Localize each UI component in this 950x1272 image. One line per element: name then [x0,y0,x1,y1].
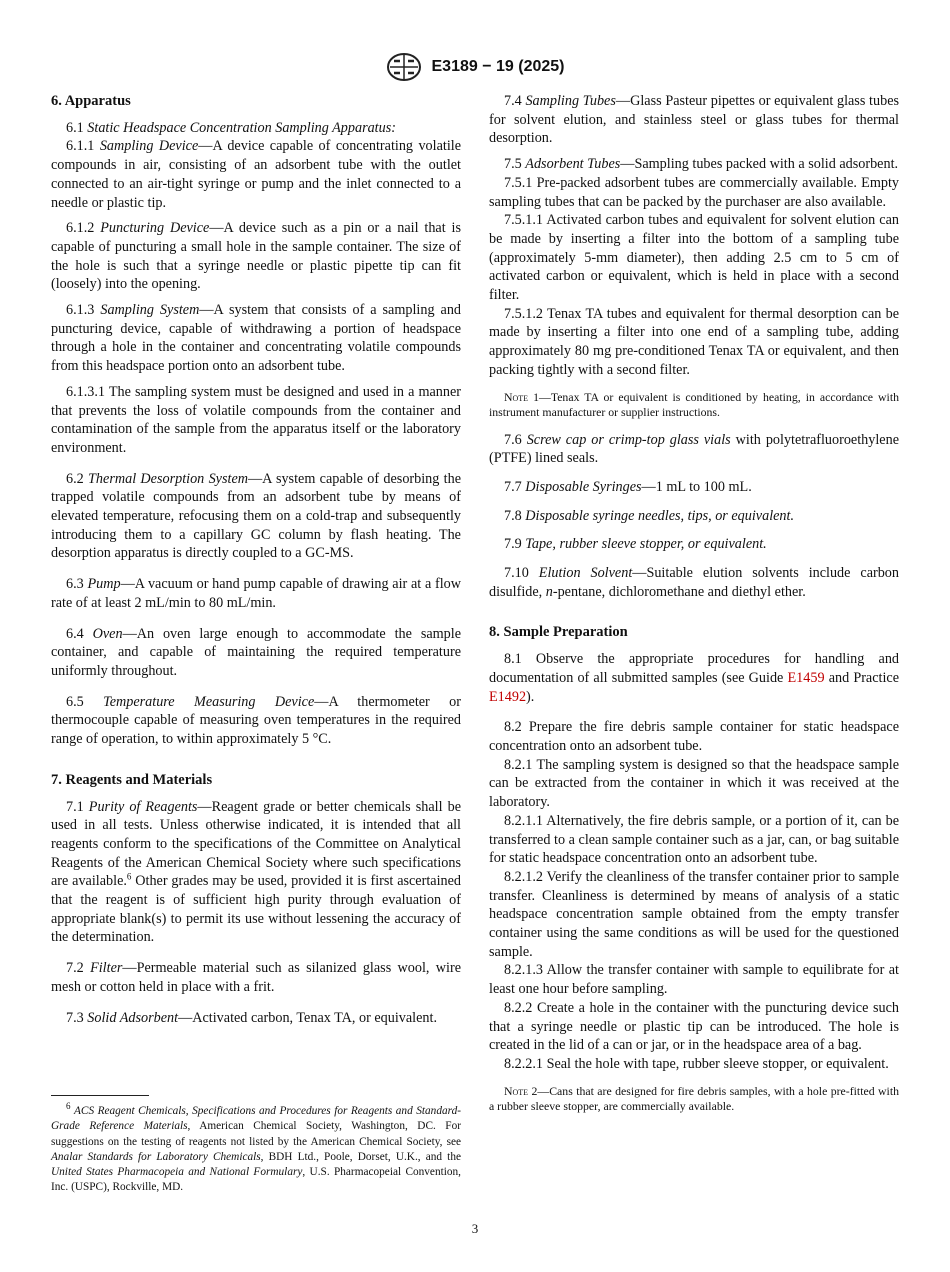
paragraph-8-2-1: 8.2.1 The sampling system is designed so that the headspace sample can be extracted from the container in which it was received at the laboratory. [489,756,899,811]
paragraph-6-2: 6.2 Thermal Desorption System—A system capable of desorbing the trapped volatile compounds from an adsorbent tube by means of elevated temperature, refocusing them on a cold-trap and subsequently introducing them to a capillary GC column by flash heating. The desorption apparatus is directly coupled to a GC-MS. [51,470,461,562]
paragraph-7-6: 7.6 Screw cap or crimp-top glass vials with polytetrafluoroethylene (PTFE) lined seals. [489,431,899,467]
paragraph-8-2-2: 8.2.2 Create a hole in the container with the puncturing device such that a syringe needle or plastic tip can be introduced. The hole is created in the lid of a can or jar, or in the headspace area of a bag. [489,999,899,1054]
link-e1492[interactable]: E1492 [489,688,527,705]
paragraph-7-4: 7.4 Sampling Tubes—Glass Pasteur pipettes or equivalent glass tubes for solvent elution, and stainless steel or glass tubes for thermal desorption. [489,93,900,147]
paragraph-7-5-1: 7.5.1 Pre-packed adsorbent tubes are commercially available. Empty sampling tubes that can be packed by the purchaser are also available. [489,174,900,210]
left-column [51,92,461,1027]
paragraph-8-1: 8.1 Observe the appropriate procedures for handling and documentation of all submitted samples (see Guide E1459 and Practice E1492). [489,651,900,705]
paragraph-8-2-1-2: 8.2.1.2 Verify the cleanliness of the transfer container prior to sample transfer. Cleanliness is determined by means of analysis of a static headspace concentration sample obtained from the empty transfer container using the same conditions as will be used for the questioned sample. [489,868,899,960]
paragraph-8-2: 8.2 Prepare the fire debris sample container for static headspace concentration onto an adsorbent tube. [489,719,899,754]
paragraph-8-2-1-1: 8.2.1.1 Alternatively, the fire debris sample, or a portion of it, can be transferred to a clean sample container such as a jar, can, or bag suitable for static headspace concentration onto an adsorbent tube. [489,812,900,867]
paragraph-6-1-1: 6.1.1 Sampling Device—A device capable of concentrating volatile compounds in air, consisting of an adsorbent tube with the outlet connected to an air-tight syringe or pump and the inlet connected to a needle or plastic tip. [51,138,462,211]
footnote-divider [51,1095,149,1096]
astm-logo-icon [386,52,422,82]
note-1: Note 1—Tenax TA or equivalent is conditioned by heating, in accordance with instrument manufacturer or supplier instructions. [489,389,899,420]
paragraph-8-2-2-1: 8.2.2.1 Seal the hole with tape, rubber sleeve stopper, or equivalent. [504,1055,889,1072]
paragraph-7-9: 7.9 Tape, rubber sleeve stopper, or equivalent. [504,536,767,553]
page-header [0,52,950,82]
paragraph-7-5-1-1: 7.5.1.1 Activated carbon tubes and equivalent for solvent elution can be made by inserting a filter into the bottom of a sampling tube (approximately 5-mm diameter), then adding 2.5 cm to 5 cm of activated carbon or equivalent, which is held in place with a second filter. [489,212,899,304]
footnote: $^6$ ACS Reagent Chemicals, Specifications and Procedures for Reagents and Standard-Grade Reference Materials, American Chemical Society, Washington, DC. For suggestions on the testing of reagents not listed by the American Chemical Society, see Analar Standards for Laboratory Chemicals, BDH Ltd., Poole, Dorset, U.K., and the United States Pharmacopeia and National Formulary, U.S. Pharmacopeial Convention, Inc. (USPC), Rockville, MD. [51,1101,461,1194]
paragraph-7-5: 7.5 Adsorbent Tubes—Sampling tubes packed with a solid adsorbent. [504,156,899,173]
paragraph-7-2: 7.2 Filter—Permeable material such as silanized glass wool, wire mesh or cotton held in place with a frit. [51,960,462,995]
paragraph-7-7: 7.7 Disposable Syringes—1 mL to 100 mL. [504,478,752,495]
paragraph-8-2-1-3: 8.2.1.3 Allow the transfer container with sample to equilibrate for at least one hour before sampling. [489,962,899,998]
paragraph-7-3: 7.3 Solid Adsorbent—Activated carbon, Tenax TA, or equivalent. [66,1009,438,1026]
paragraph-6-3: 6.3 Pump—A vacuum or hand pump capable of drawing air at a flow rate of at least 2 mL/min to 80 mL/min. [51,576,462,611]
section-heading-sample-preparation: 8. Sample Preparation [489,624,628,641]
section-heading-apparatus: 6. Apparatus [51,93,131,109]
paragraph-6-4: 6.4 Oven—An oven large enough to accommodate the sample container, and capable of maintaining the required temperature uniformly throughout. [51,625,462,679]
paragraph-6-1-3: 6.1.3 Sampling System—A system that consists of a sampling and puncturing device, capable of withdrawing a portion of headspace through a hole in the container and concentrating volatile compounds from this headspace portion onto an adsorbent tube. [51,302,462,375]
paragraph-7-1: 7.1 Purity of Reagents—Reagent grade or better chemicals shall be used in all tests. Unless otherwise indicated, it is intended that all reagents conform to the specifications of the Committee on Analytical Reagents of the American Chemical Society where such specifications are available.$^6$ Other grades may be used, provided it is first ascertained that the reagent is of sufficient high purity through evaluation of appropriate blank(s) to permit its use without lessening the accuracy of the determination. [51,798,461,946]
paragraph-7-10: 7.10 Elution Solvent—Suitable elution solvents include carbon disulfide, n-pentane, dichloromethane and diethyl ether. [489,565,899,600]
paragraph-6-1-2: 6.1.2 Puncturing Device—A device such as a pin or a nail that is capable of puncturing a small hole in the sample container. The size of the hole is such that a syringe needle or plastic pipette tip can fit (loosely) into the opening. [51,220,461,293]
right-column [489,92,899,1125]
footnote-ref[interactable]: 6 [126,871,132,882]
paragraph-6-5: 6.5 Temperature Measuring Device—A thermometer or thermocouple capable of measuring oven temperatures in the required range of operation, to within approximately 5 °C. [51,693,461,748]
paragraph-7-5-1-2: 7.5.1.2 Tenax TA tubes and equivalent for thermal desorption can be made by inserting a filter into one end of a sampling tube, adding approximately 80 mg pre-conditioned Tenax TA or equivalent, and then packing tightly with a second filter. [489,305,899,378]
paragraph-7-8: 7.8 Disposable syringe needles, tips, or equivalent. [504,507,795,524]
paragraph-6-1: 6.1 Static Headspace Concentration Sampling Apparatus: [66,119,396,136]
link-e1459[interactable]: E1459 [787,669,825,686]
page-number: 3 [471,1221,479,1236]
section-heading-reagents: 7. Reagents and Materials [51,771,213,788]
note-2: Note 2—Cans that are designed for fire debris samples, with a hole pre-fitted with a rubber sleeve stopper, are commercially available. [489,1083,899,1114]
document-designation: E3189 − 19 (2025) [431,58,565,75]
paragraph-6-1-3-1: 6.1.3.1 The sampling system must be designed and used in a manner that prevents the loss of volatile compounds from the container and contamination of the sample from the apparatus itself or the laboratory environment. [51,383,461,456]
